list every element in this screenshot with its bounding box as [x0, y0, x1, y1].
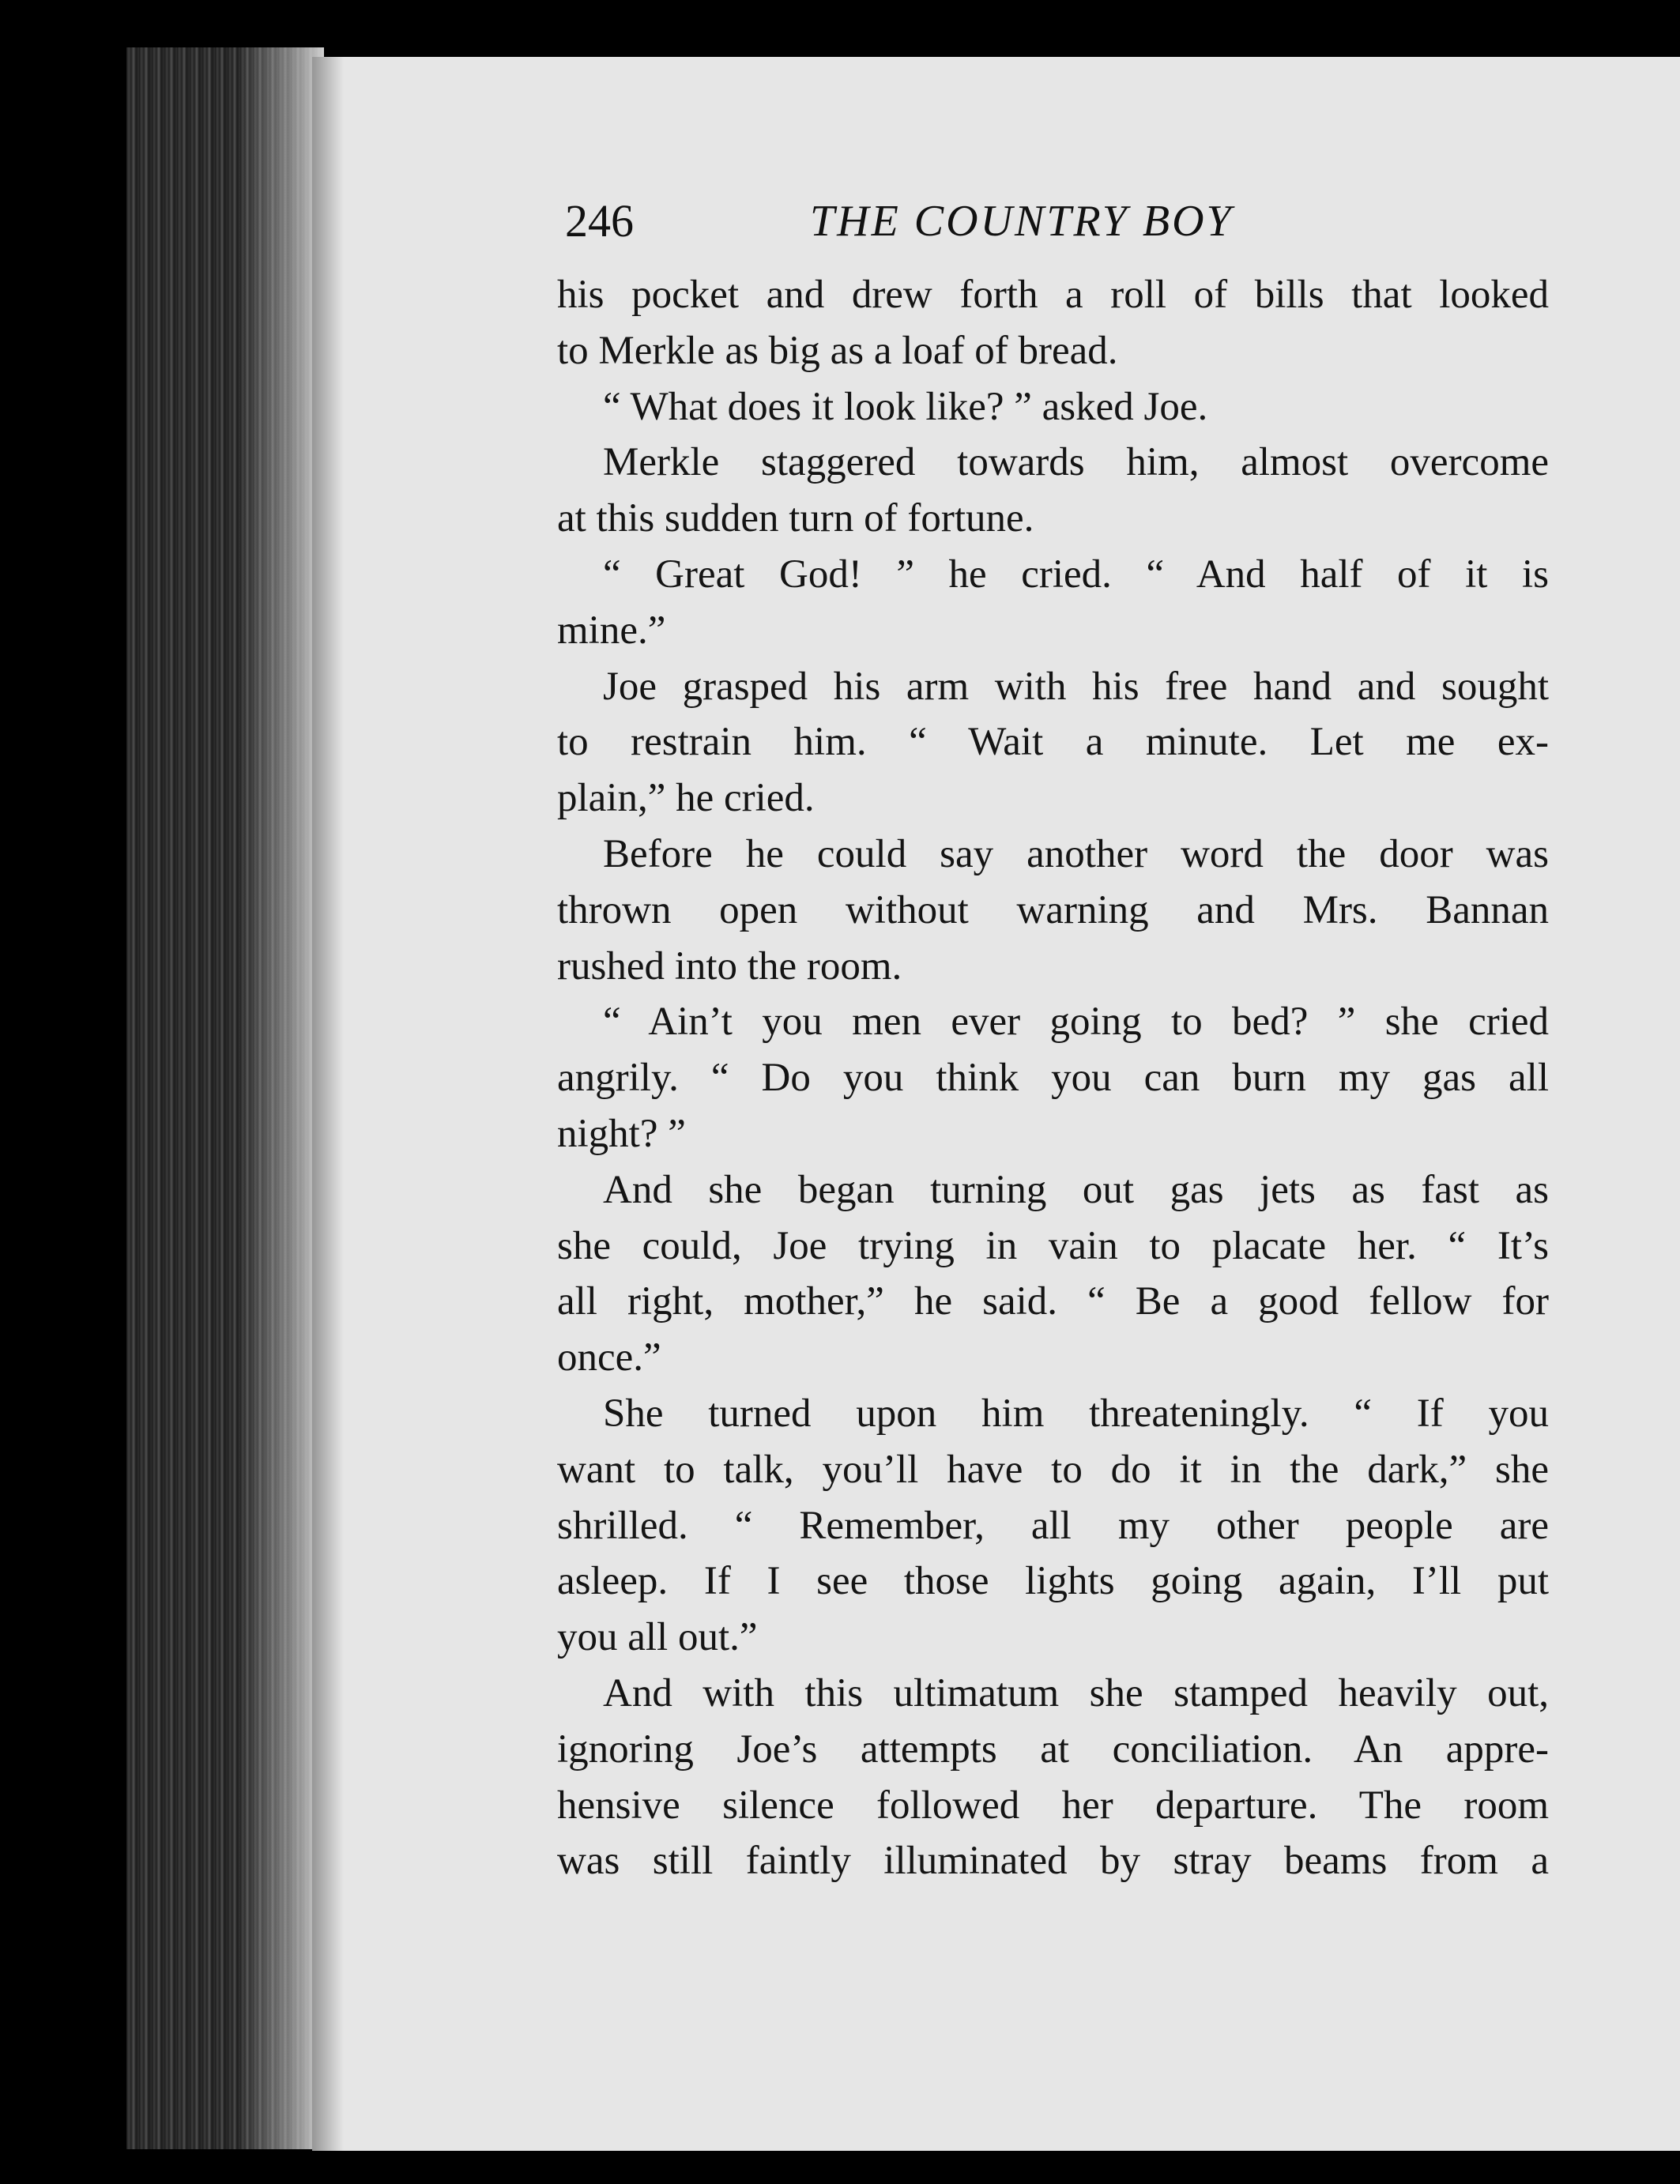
text-line: to restrain him. “ Wait a minute. Let me ex-	[557, 720, 1549, 765]
text-line: Before he could say another word the door was	[603, 831, 1549, 876]
text-line: “ Great God! ” he cried. “ And half of it is	[603, 552, 1549, 597]
text-line: all right, mother,” he said. “ Be a good fellow for	[557, 1279, 1549, 1324]
text-line: angrily. “ Do you think you can burn my gas all	[557, 1056, 1549, 1101]
text-line: plain,” he cried.	[557, 776, 815, 821]
text-line: want to talk, you’ll have to do it in the dark,” she	[557, 1447, 1549, 1492]
text-line: she could, Joe trying in vain to placate her. “ It’s	[557, 1223, 1549, 1268]
text-line: Joe grasped his arm with his free hand and sought	[603, 664, 1549, 709]
text-line: thrown open without warning and Mrs. Bannan	[557, 887, 1549, 932]
text-line: “ What does it look like? ” asked Joe.	[603, 384, 1208, 429]
text-line: to Merkle as big as a loaf of bread.	[557, 328, 1118, 373]
text-line: night? ”	[557, 1111, 686, 1156]
text-line: And she began turning out gas jets as fast as	[603, 1167, 1549, 1212]
text-line: once.”	[557, 1335, 661, 1380]
text-line: hensive silence followed her departure. The room	[557, 1783, 1549, 1828]
running-title: THE COUNTRY BOY	[810, 197, 1234, 246]
body-text	[557, 267, 1549, 1889]
text-line: ignoring Joe’s attempts at conciliation. An appre-	[557, 1726, 1549, 1772]
text-line: at this sudden turn of fortune.	[557, 496, 1034, 541]
page-edge-gradient	[237, 47, 324, 2149]
text-line: you all out.”	[557, 1615, 758, 1660]
text-line: shrilled. “ Remember, all my other people are	[557, 1503, 1549, 1548]
text-line: asleep. If I see those lights going again, I’ll put	[557, 1559, 1549, 1604]
text-line: She turned upon him threateningly. “ If you	[603, 1391, 1549, 1436]
text-line: “ Ain’t you men ever going to bed? ” she cried	[603, 1000, 1549, 1045]
text-line: his pocket and drew forth a roll of bills that looked	[557, 273, 1549, 317]
text-line: And with this ultimatum she stamped heavily out,	[603, 1670, 1549, 1715]
page-number: 246	[565, 195, 634, 247]
text-line: rushed into the room.	[557, 943, 902, 988]
gutter-shadow	[312, 57, 344, 2151]
text-line: mine.”	[557, 608, 666, 653]
page-header	[565, 190, 1576, 253]
text-line: Merkle staggered towards him, almost overcome	[603, 440, 1549, 485]
text-line: was still faintly illuminated by stray beams from a	[557, 1839, 1549, 1884]
